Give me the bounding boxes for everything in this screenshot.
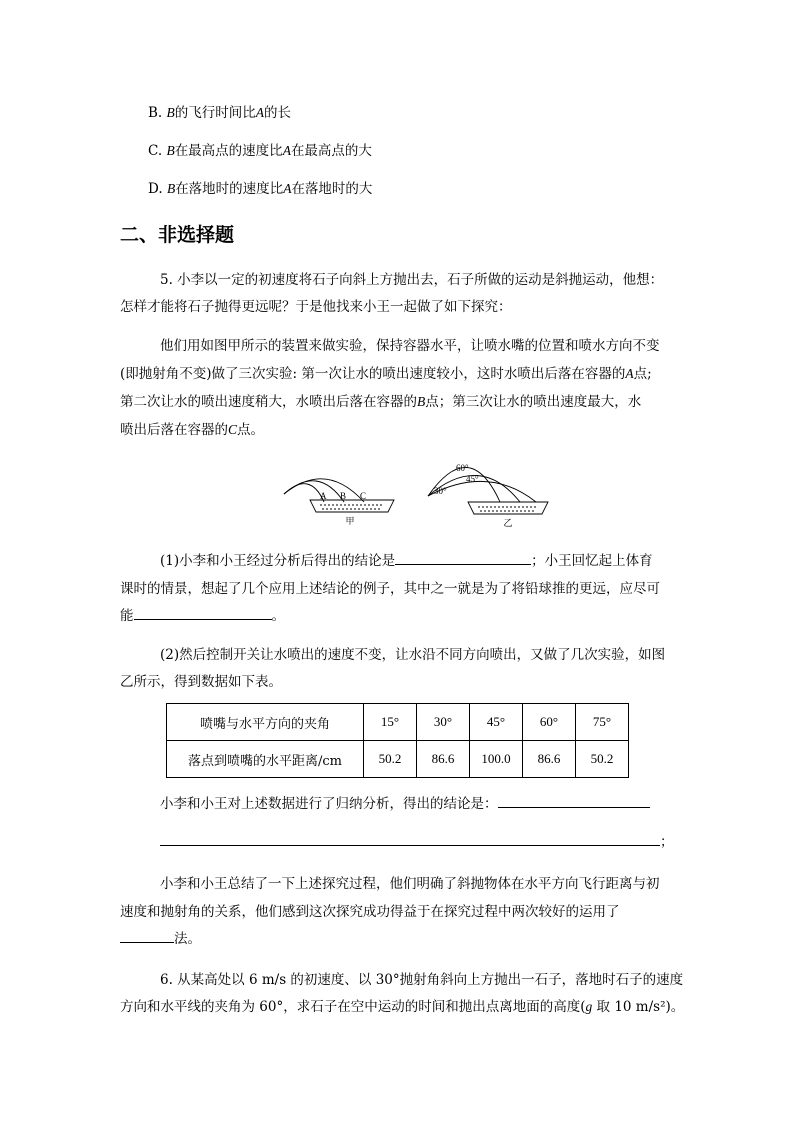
table-cell: 75° <box>576 704 629 741</box>
table-cell: 86.6 <box>523 741 576 778</box>
label-b: B <box>340 491 347 501</box>
section-title: 二、非选择题 <box>120 224 235 246</box>
container-b <box>468 502 548 514</box>
q5-s3-line-1: 小李和小王总结了一下上述探究过程，他们明确了斜抛物体在水平方向飞行距离与初 <box>160 876 660 892</box>
table-cell: 86.6 <box>417 741 470 778</box>
table-cell: 50.2 <box>576 741 629 778</box>
q6-line-1: 6. 从某高处以 6 m/s 的初速度、以 30°抛射角斜向上方抛出一石子，落地时石子的速度 <box>160 972 684 988</box>
q5-para-2: (即抛射角不变)做了三次实验: 第一次让水的喷出速度较小，这时水喷出后落在容器的A点; <box>120 366 652 382</box>
table-cell: 60° <box>523 704 576 741</box>
trajectory-b <box>284 481 347 502</box>
table-cell: 45° <box>470 704 523 741</box>
q5-intro-1: 5. 小李以一定的初速度将石子向斜上方抛出去，石子所做的运动是斜抛运动，他想： <box>160 272 664 288</box>
answer-blank-5[interactable] <box>120 930 174 943</box>
answer-blank-3[interactable] <box>498 795 650 808</box>
figure-a <box>280 462 405 530</box>
table-cell: 15° <box>364 704 417 741</box>
q5-para-1: 他们用如图甲所示的装置来做实验，保持容器水平，让喷水嘴的位置和喷水方向不变 <box>160 338 660 354</box>
q5-s2-line-3: 小李和小王对上述数据进行了归纳分析，得出的结论是： <box>160 792 650 812</box>
answer-blank-4[interactable] <box>160 833 660 846</box>
q5-para-3: 第二次让水的喷出速度稍大，水喷出后落在容器的B点；第三次让水的喷出速度最大，水 <box>120 394 642 410</box>
table-row <box>167 741 629 778</box>
table-cell: 50.2 <box>364 741 417 778</box>
option-d: D. B在落地时的速度比A在落地时的大 <box>148 181 373 197</box>
table-cell: 100.0 <box>470 741 523 778</box>
label-c: C <box>360 491 367 501</box>
q5-s2-line-1: (2)然后控制开关让水喷出的速度不变，让水沿不同方向喷出，又做了几次实验，如图 <box>160 647 666 663</box>
figure-b <box>420 458 550 530</box>
label-a: A <box>320 491 327 501</box>
angle-30: 30° <box>434 486 447 496</box>
q5-para-4: 喷出后落在容器的C点。 <box>120 422 265 438</box>
q5-s1-line-1: (1)小李和小王经过分析后得出的结论是 ；小王回忆起上体育 <box>160 553 653 569</box>
container-a <box>310 500 394 512</box>
table-row <box>167 704 629 741</box>
angle-45: 45° <box>466 474 479 484</box>
caption-a: 甲 <box>345 517 355 527</box>
row-label-distance: 落点到喷嘴的水平距离/cm <box>167 741 364 778</box>
option-b: B. B的飞行时间比A的长 <box>148 105 292 121</box>
table-cell: 30° <box>417 704 470 741</box>
q5-s3-line-3: 法。 <box>120 927 201 947</box>
data-table <box>166 703 629 778</box>
q5-s1-line-3: 能 。 <box>120 608 285 624</box>
caption-b: 乙 <box>503 519 513 529</box>
trajectory-a <box>284 484 324 502</box>
row-label-angle: 喷嘴与水平方向的夹角 <box>167 704 364 741</box>
q5-s2-line-2: 乙所示，得到数据如下表。 <box>120 674 282 690</box>
q5-s3-line-2: 速度和抛射角的关系，他们感到这次探究成功得益于在探究过程中两次较好的运用了 <box>120 904 620 920</box>
answer-blank-2[interactable] <box>134 607 272 620</box>
option-c: C. B在最高点的速度比A在最高点的大 <box>148 143 372 159</box>
q6-line-2: 方向和水平线的夹角为 60°，求石子在空中运动的时间和抛出点离地面的高度(g 取 10 m/s²)。 <box>120 999 685 1015</box>
answer-blank-1[interactable] <box>395 552 531 565</box>
q5-s2-line-4: ； <box>160 830 674 850</box>
q5-intro-2: 怎样才能将石子抛得更远呢？于是他找来小王一起做了如下探究： <box>120 299 512 315</box>
q5-s1-line-2: 课时的情景，想起了几个应用上述结论的例子，其中之一就是为了将铅球推的更远，应尽可 <box>120 581 660 597</box>
angle-60: 60° <box>456 463 469 473</box>
